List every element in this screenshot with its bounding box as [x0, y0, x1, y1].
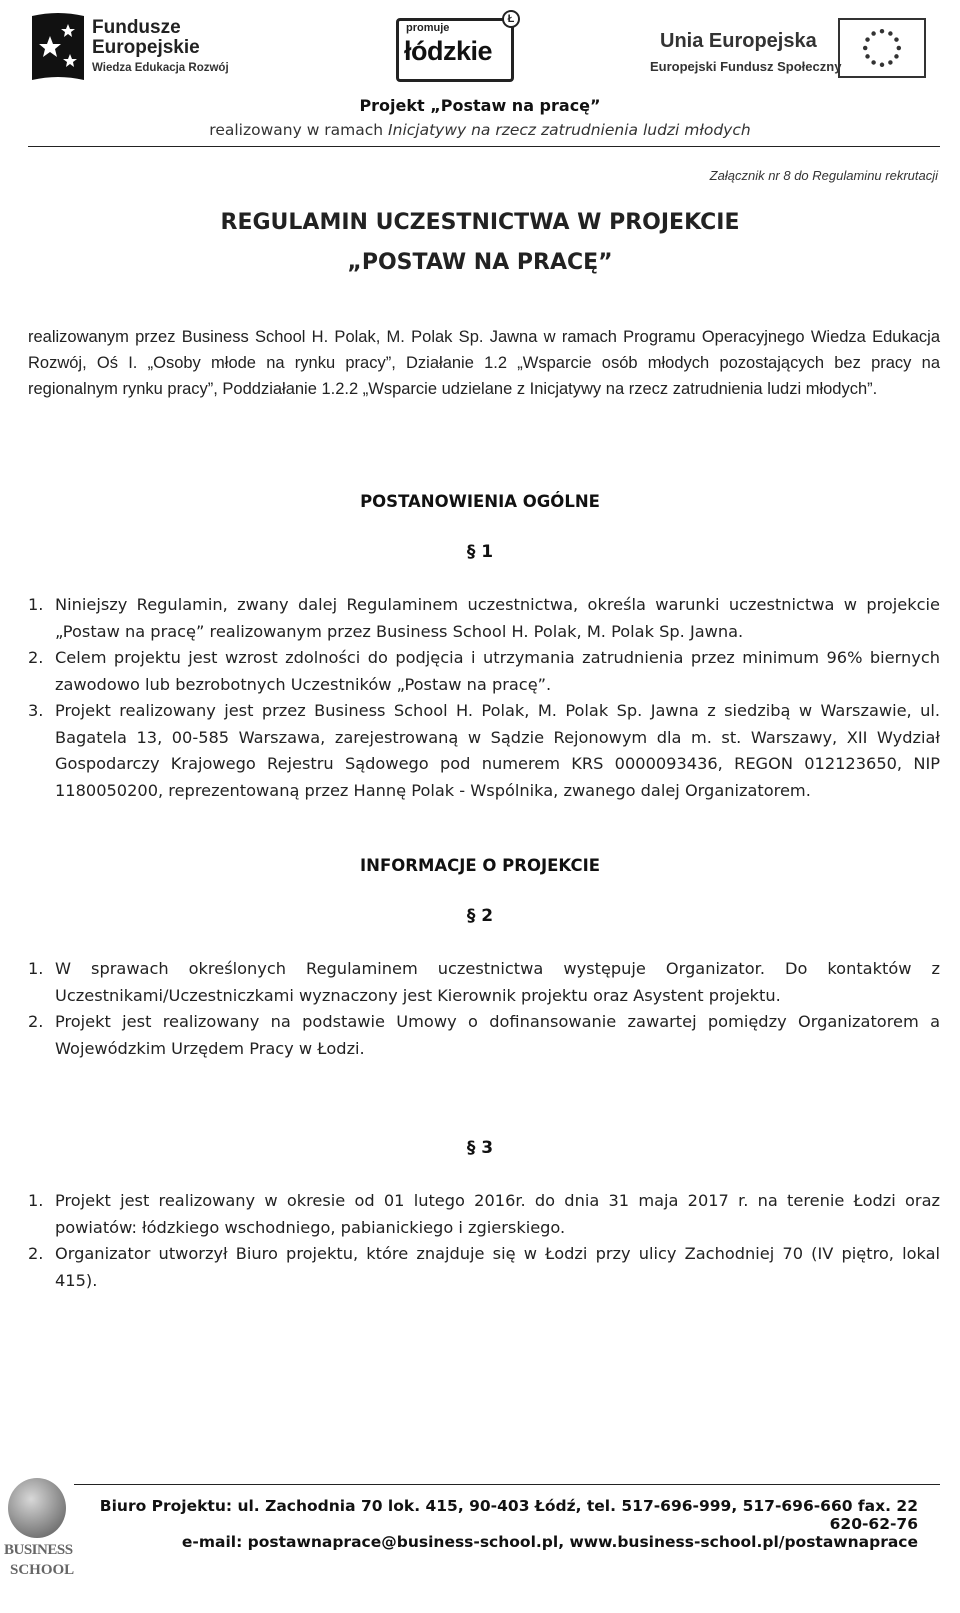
footer-address: Biuro Projektu: ul. Zachodnia 70 lok. 415, 90-403 Łódź, tel. 517-696-999, 517-696-660 fax. 22 620-62-76	[99, 1497, 918, 1533]
attachment-note: Załącznik nr 8 do Regulaminu rekrutacji	[709, 168, 938, 183]
item-text: Projekt jest realizowany w okresie od 01 lutego 2016r. do dnia 31 maja 2017 r. na terenie Łodzi oraz powiatów: łódzkiego wschodniego, pabianickiego i zgierskiego.	[55, 1191, 940, 1237]
fundusze-europejskie-logo	[18, 10, 248, 86]
promuje-lodzkie-logo	[396, 10, 522, 84]
item-number: 1.	[28, 1191, 44, 1210]
list-item	[28, 1188, 940, 1241]
bs-logo-text: BUSINESS	[4, 1542, 73, 1558]
section2-list	[28, 956, 940, 1062]
list-item	[28, 956, 940, 1009]
section-heading-project-info: INFORMACJE O PROJEKCIE	[360, 856, 600, 875]
intro-paragraph: realizowanym przez Business School H. Polak, M. Polak Sp. Jawna w ramach Programu Operacyjnego Wiedza Edukacja Rozwój, Oś I. „Osoby młode na rynku pracy”, Działanie 1.2 „Wsparcie osób młodych pozostających bez pracy na regionalnym rynku pracy”, Poddziałanie 1.2.2 „Wsparcie udzielane z Inicjatywy na rzecz zatrudnienia ludzi młodych”.	[28, 328, 940, 398]
document-title-project: „POSTAW NA PRACĘ”	[347, 250, 613, 275]
item-number: 3.	[28, 701, 44, 720]
item-number: 1.	[28, 959, 44, 978]
lodz-logo-small-text: promuje	[406, 22, 450, 34]
fe-logo-text: Fundusze	[92, 17, 181, 38]
footer-contact: e-mail: postawnaprace@business-school.pl, www.business-school.pl/postawnaprace	[181, 1533, 918, 1551]
bs-logo-text: SCHOOL	[10, 1562, 75, 1578]
list-item	[28, 592, 940, 645]
item-number: 2.	[28, 1244, 44, 1263]
eu-flag-icon	[838, 18, 926, 78]
globe-icon	[8, 1478, 66, 1538]
list-item	[28, 1009, 940, 1062]
list-item	[28, 698, 940, 804]
project-subtitle-italic: Inicjatywy na rzecz zatrudnienia ludzi młodych	[388, 121, 751, 139]
fe-logo-text: Europejskie	[92, 37, 200, 58]
lodz-logo-big-text: łódzkie	[404, 36, 493, 66]
fe-star-flag-icon	[28, 10, 86, 84]
ue-logo-text: Unia Europejska	[660, 30, 817, 52]
item-number: 1.	[28, 595, 44, 614]
item-text: Organizator utworzył Biuro projektu, które znajduje się w Łodzi przy ulicy Zachodniej 70 (IV piętro, lokal 415).	[55, 1244, 940, 1290]
item-text: W sprawach określonych Regulaminem uczestnictwa występuje Organizator. Do kontaktów z Uczestnikami/Uczestniczkami wyznaczony jest Kierownik projektu oraz Asystent projektu.	[55, 959, 940, 1005]
fe-logo-subtext: Wiedza Edukacja Rozwój	[92, 62, 229, 74]
header-divider	[28, 146, 940, 147]
footer-divider	[74, 1484, 940, 1485]
ue-logo-subtext: Europejski Fundusz Społeczny	[650, 59, 842, 74]
paragraph-mark-2: § 2	[466, 906, 494, 926]
item-text: Niniejszy Regulamin, zwany dalej Regulaminem uczestnictwa, określa warunki uczestnictwa w projekcie „Postaw na pracę” realizowanym przez Business School H. Polak, M. Polak Sp. Jawna.	[55, 595, 940, 641]
section3-list	[28, 1188, 940, 1294]
section-heading-general: POSTANOWIENIA OGÓLNE	[360, 492, 600, 511]
business-school-logo	[2, 1478, 75, 1608]
paragraph-mark-1: § 1	[466, 542, 494, 562]
project-subtitle	[0, 121, 960, 139]
lodz-logo-badge-icon: Ł	[502, 10, 520, 28]
item-number: 2.	[28, 1012, 44, 1031]
paragraph-mark-3: § 3	[466, 1138, 494, 1158]
project-subtitle-prefix: realizowany w ramach	[209, 121, 389, 139]
item-number: 2.	[28, 648, 44, 667]
unia-europejska-logo	[650, 16, 940, 82]
section1-list	[28, 592, 940, 804]
list-item	[28, 645, 940, 698]
item-text: Projekt jest realizowany na podstawie Umowy o dofinansowanie zawartej pomiędzy Organizatorem a Wojewódzkim Urzędem Pracy w Łodzi.	[55, 1012, 940, 1058]
item-text: Celem projektu jest wzrost zdolności do podjęcia i utrzymania zatrudnienia przez minimum 96% biernych zawodowo lub bezrobotnych Uczestników „Postaw na pracę”.	[55, 648, 940, 694]
project-title: Projekt „Postaw na pracę”	[359, 96, 601, 115]
item-text: Projekt realizowany jest przez Business School H. Polak, M. Polak Sp. Jawna z siedzibą w Warszawie, ul. Bagatela 13, 00-585 Warszawa, zarejestrowaną w Sądzie Rejonowym dla m. st. Warszawy, XII Wydział Gospodarczy Krajowego Rejestru Sądowego pod numerem KRS 0000093436, REGON 012123650, NIP 1180050200, reprezentowaną przez Hannę Polak - Wspólnika, zwanego dalej Organizatorem.	[55, 701, 940, 800]
document-title: REGULAMIN UCZESTNICTWA W PROJEKCIE	[220, 210, 740, 235]
list-item	[28, 1241, 940, 1294]
